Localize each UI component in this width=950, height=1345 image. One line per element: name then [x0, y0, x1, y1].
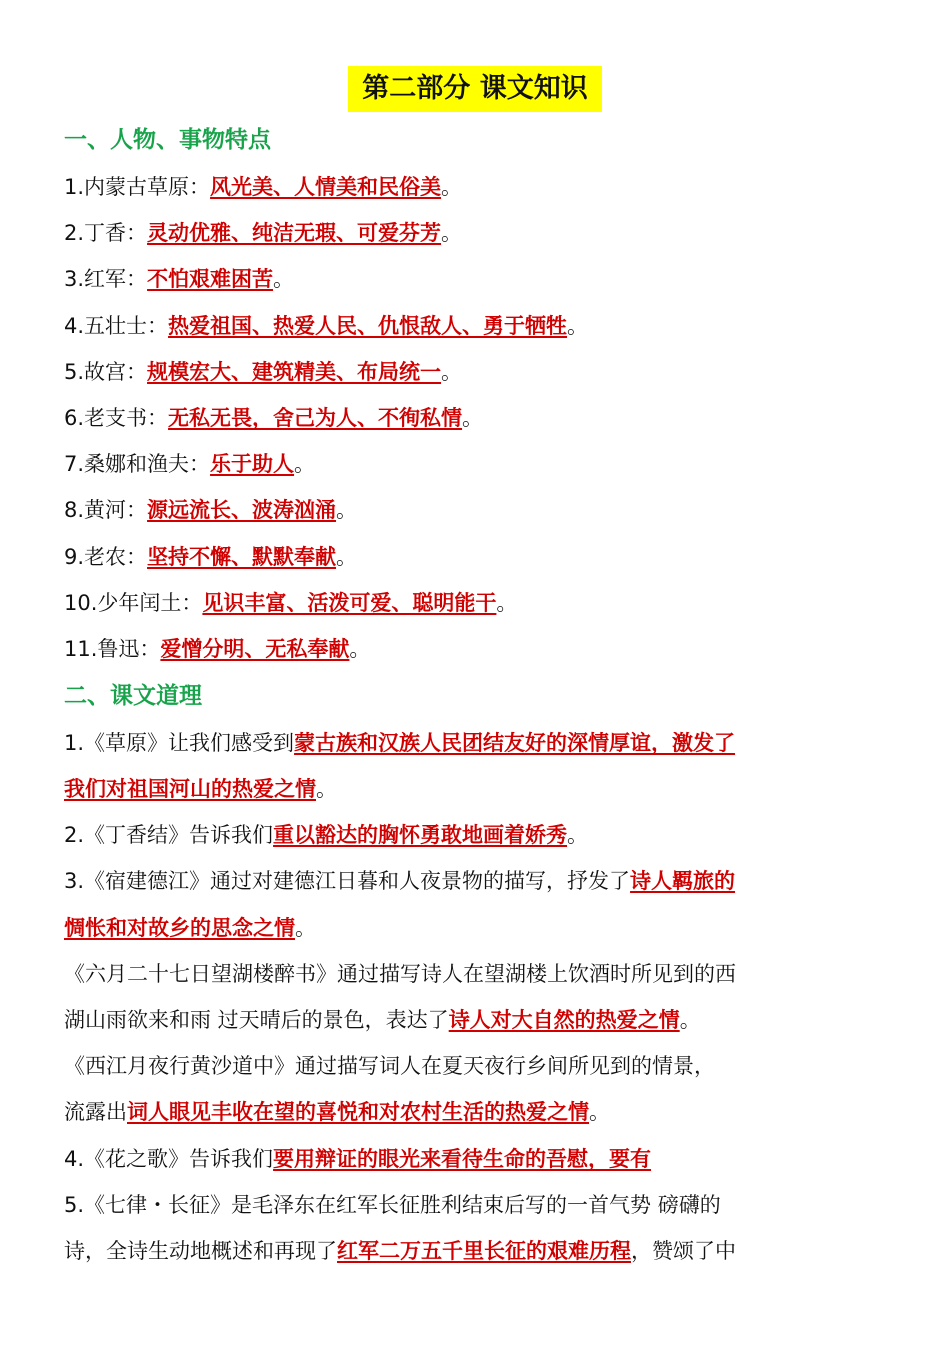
item-label: 3.红军： [64, 267, 148, 291]
item-label: 4.五壮士： [64, 314, 169, 338]
item-end: 。 [567, 314, 589, 338]
item-answer: 灵动优雅、纯洁无瑕、可爱芬芳 [147, 221, 442, 245]
section-heading-lessons: 二、课文道理 [64, 683, 202, 709]
paragraph-line [64, 1096, 890, 1128]
list-item [64, 310, 890, 342]
list-item [64, 587, 890, 619]
line-end: 。 [679, 1008, 701, 1032]
line-answer: 诗人对大自然的热爱之情 [448, 1008, 680, 1032]
item-end: 。 [336, 545, 358, 569]
item-end: 。 [349, 637, 371, 661]
line-end: 。 [589, 1100, 610, 1124]
list-item [64, 217, 890, 249]
line-text: 2.《丁香结》告诉我们 [64, 823, 274, 847]
item-end: 。 [441, 221, 463, 245]
item-end: 。 [462, 406, 484, 430]
item-answer: 不怕艰难困苦 [147, 267, 274, 291]
list-item [64, 448, 890, 480]
page-title: 第二部分 课文知识 [348, 66, 601, 112]
item-end: 。 [496, 591, 518, 615]
item-answer: 源远流长、波涛汹涌 [147, 498, 337, 522]
item-answer: 爱憎分明、无私奉献 [160, 637, 350, 661]
item-answer: 无私无畏，舍己为人、不徇私情 [168, 406, 463, 430]
line-answer: 惆怅和对故乡的思念之情 [64, 916, 295, 940]
paragraph-line [64, 958, 890, 990]
item-label: 7.桑娜和渔夫： [64, 452, 211, 476]
item-end: 。 [273, 267, 295, 291]
item-label: 9.老农： [64, 545, 148, 569]
list-item [64, 263, 890, 295]
item-label: 8.黄河： [64, 498, 148, 522]
line-answer: 诗人羁旅的 [630, 869, 736, 893]
line-text: 流露出 [64, 1100, 127, 1124]
section-heading-traits: 一、人物、事物特点 [64, 127, 271, 153]
paragraph-line [64, 773, 890, 805]
line-text: 1.《草原》让我们感受到 [64, 731, 295, 755]
paragraph-line [64, 819, 890, 851]
list-item [64, 494, 890, 526]
line-end: 。 [295, 916, 316, 940]
item-label: 1.内蒙古草原： [64, 175, 211, 199]
item-label: 11.鲁迅： [64, 637, 161, 661]
item-end: 。 [336, 498, 358, 522]
item-end: 。 [441, 360, 463, 384]
paragraph-line [64, 1143, 890, 1175]
list-item [64, 402, 890, 434]
line-end: 。 [567, 823, 589, 847]
item-answer: 坚持不懈、默默奉献 [147, 545, 337, 569]
paragraph-line [64, 1235, 890, 1267]
line-answer: 我们对祖国河山的热爱之情 [64, 777, 316, 801]
item-answer: 风光美、人情美和民俗美 [210, 175, 442, 199]
line-text: 4.《花之歌》告诉我们 [64, 1147, 274, 1171]
line-text: 《西江月夜行黄沙道中》通过描写词人在夏天夜行乡间所见到的情景， [64, 1054, 715, 1078]
line-end: 。 [316, 777, 337, 801]
list-item [64, 633, 890, 665]
line-text: 《六月二十七日望湖楼醉书》通过描写诗人在望湖楼上饮酒时所见到的西 [64, 962, 736, 986]
item-label: 10.少年闰土： [64, 591, 203, 615]
line-text: 湖山雨欲来和雨 过天晴后的景色，表达了 [64, 1008, 449, 1032]
item-answer: 规模宏大、建筑精美、布局统一 [147, 360, 442, 384]
item-label: 5.故宫： [64, 360, 148, 384]
item-end: 。 [441, 175, 463, 199]
title-wrap [0, 66, 950, 112]
list-item [64, 171, 890, 203]
line-answer: 词人眼见丰收在望的喜悦和对农村生活的热爱之情 [127, 1100, 589, 1124]
line-end: ，赞颂了中 [631, 1239, 736, 1263]
line-text: 5.《七律・长征》是毛泽东在红军长征胜利结束后写的一首气势 磅礴的 [64, 1193, 721, 1217]
paragraph-line [64, 912, 890, 944]
line-answer: 要用辩证的眼光来看待生命的吾慰，要有 [273, 1147, 652, 1171]
item-end: 。 [294, 452, 316, 476]
line-answer: 蒙古族和汉族人民团结友好的深情厚谊，激发了 [294, 731, 736, 755]
item-answer: 乐于助人 [210, 452, 295, 476]
paragraph-line [64, 727, 890, 759]
paragraph-line [64, 1004, 890, 1036]
paragraph-line [64, 1050, 890, 1082]
line-text: 3.《宿建德江》通过对建德江日暮和人夜景物的描写，抒发了 [64, 869, 631, 893]
line-answer: 红军二万五千里长征的艰难历程 [337, 1239, 631, 1263]
paragraph-line [64, 865, 890, 897]
list-item [64, 541, 890, 573]
item-answer: 见识丰富、活泼可爱、聪明能干 [202, 591, 497, 615]
paragraph-line [64, 1189, 890, 1221]
line-answer: 重以豁达的胸怀勇敢地画着娇秀 [273, 823, 568, 847]
line-text: 诗，全诗生动地概述和再现了 [64, 1239, 337, 1263]
item-answer: 热爱祖国、热爱人民、仇恨敌人、勇于牺牲 [168, 314, 568, 338]
list-item [64, 356, 890, 388]
item-label: 6.老支书： [64, 406, 169, 430]
item-label: 2.丁香： [64, 221, 148, 245]
